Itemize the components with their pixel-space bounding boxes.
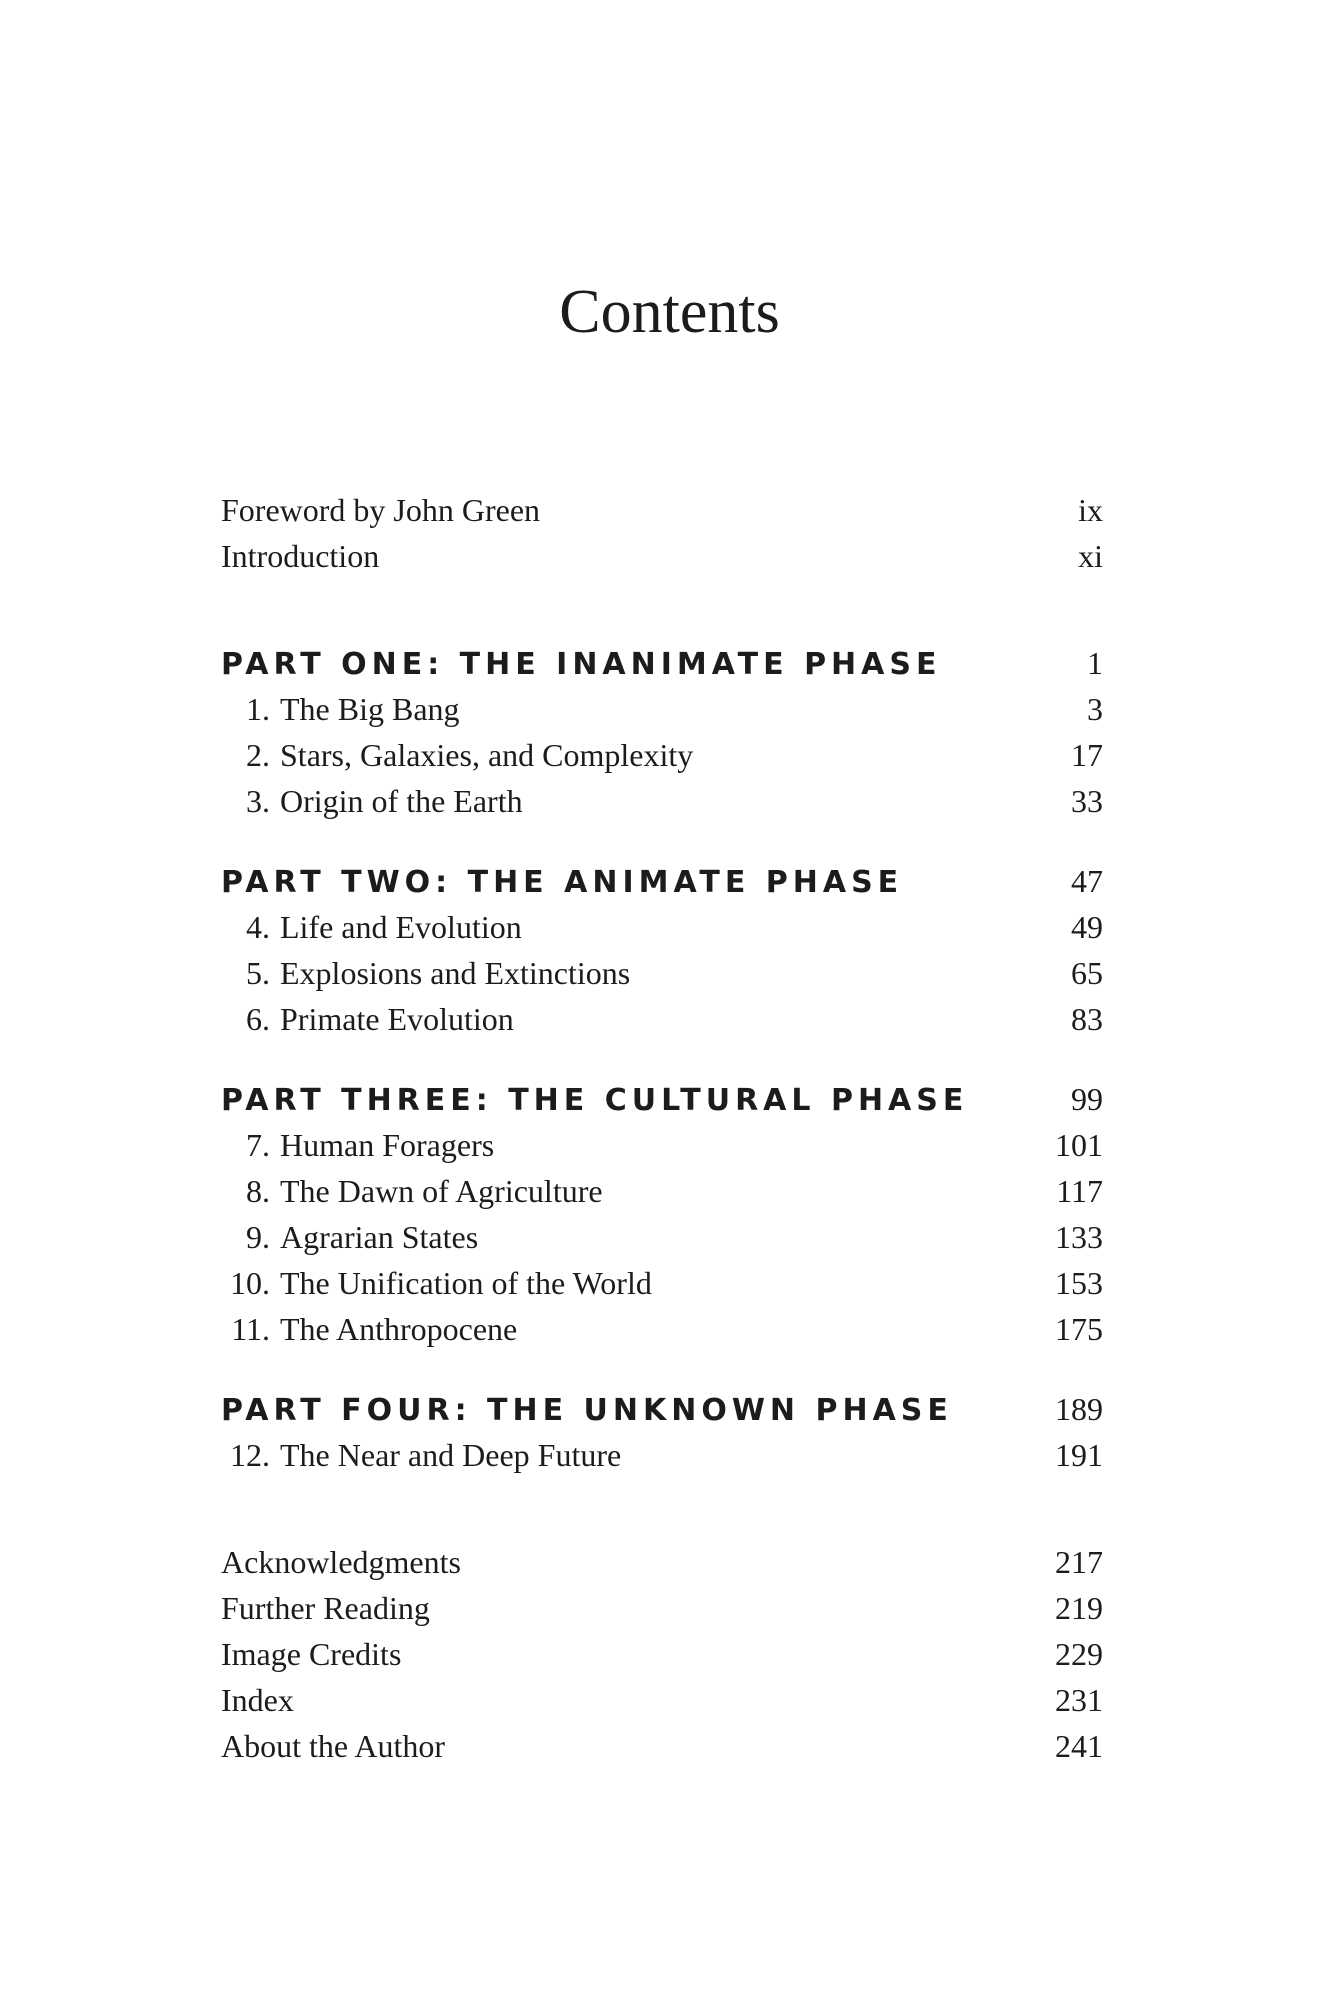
part-heading-label: PART ONE: THE INANIMATE PHASE <box>221 647 942 682</box>
toc-entry-page: xi <box>1078 538 1103 574</box>
toc-entry-introduction[interactable] <box>221 533 1103 579</box>
toc-entry-foreword[interactable] <box>221 487 1103 533</box>
chapter-number: 3. <box>246 783 270 819</box>
part-heading-page: 189 <box>1055 1391 1103 1427</box>
toc-chapter-1[interactable] <box>221 686 1103 732</box>
toc-entry-page: 217 <box>1055 1544 1103 1580</box>
chapter-page: 83 <box>1071 1001 1103 1037</box>
toc-entry-label: Introduction <box>221 538 380 574</box>
chapter-label: The Near and Deep Future <box>280 1437 622 1473</box>
chapter-page: 33 <box>1071 783 1103 819</box>
chapter-label: Origin of the Earth <box>280 783 523 819</box>
chapter-label: Primate Evolution <box>280 1001 514 1037</box>
chapter-label: The Dawn of Agriculture <box>280 1173 603 1209</box>
toc-part-four-heading[interactable] <box>221 1386 1103 1432</box>
chapter-label: Stars, Galaxies, and Complexity <box>280 737 694 773</box>
toc-entry-label: Foreword by John Green <box>221 492 541 528</box>
chapter-number: 1. <box>246 691 270 727</box>
toc-chapter-7[interactable] <box>221 1122 1103 1168</box>
toc-entry-page: 219 <box>1055 1590 1103 1626</box>
chapter-number: 11. <box>231 1311 270 1347</box>
toc-chapter-11[interactable] <box>221 1306 1103 1352</box>
chapter-page: 101 <box>1055 1127 1103 1163</box>
toc-chapter-4[interactable] <box>221 904 1103 950</box>
page-title: Contents <box>559 278 780 346</box>
chapter-page: 175 <box>1055 1311 1103 1347</box>
toc-entry-label: Image Credits <box>221 1636 402 1672</box>
part-heading-label: PART THREE: THE CULTURAL PHASE <box>221 1083 969 1118</box>
chapter-label: Life and Evolution <box>280 909 522 945</box>
toc-entry-label: Further Reading <box>221 1590 430 1626</box>
toc-entry-label: About the Author <box>221 1728 445 1764</box>
toc-entry-acknowledgments[interactable] <box>221 1539 1103 1585</box>
part-heading-label: PART TWO: THE ANIMATE PHASE <box>221 865 904 900</box>
toc-entry-label: Index <box>221 1682 294 1718</box>
chapter-number: 2. <box>246 737 270 773</box>
toc-entry-page: 229 <box>1055 1636 1103 1672</box>
chapter-label: The Unification of the World <box>280 1265 652 1301</box>
toc-chapter-2[interactable] <box>221 732 1103 778</box>
chapter-number: 12. <box>230 1437 270 1473</box>
chapter-label: The Anthropocene <box>280 1311 518 1347</box>
chapter-number: 5. <box>246 955 270 991</box>
toc-chapter-6[interactable] <box>221 996 1103 1042</box>
chapter-label: Human Foragers <box>280 1127 495 1163</box>
toc-entry-further-reading[interactable] <box>221 1585 1103 1631</box>
toc-part-two-heading[interactable] <box>221 858 1103 904</box>
part-heading-label: PART FOUR: THE UNKNOWN PHASE <box>221 1393 953 1428</box>
part-heading-page: 99 <box>1071 1081 1103 1117</box>
part-heading-page: 1 <box>1087 645 1103 681</box>
chapter-page: 49 <box>1071 909 1103 945</box>
chapter-number: 10. <box>230 1265 270 1301</box>
toc-chapter-12[interactable] <box>221 1432 1103 1478</box>
chapter-page: 117 <box>1056 1173 1103 1209</box>
toc-entry-image-credits[interactable] <box>221 1631 1103 1677</box>
toc-chapter-9[interactable] <box>221 1214 1103 1260</box>
toc-part-three-heading[interactable] <box>221 1076 1103 1122</box>
chapter-number: 9. <box>246 1219 270 1255</box>
toc-part-one-heading[interactable] <box>221 640 1103 686</box>
chapter-page: 133 <box>1055 1219 1103 1255</box>
chapter-label: Explosions and Extinctions <box>280 955 631 991</box>
chapter-number: 7. <box>246 1127 270 1163</box>
toc-chapter-8[interactable] <box>221 1168 1103 1214</box>
toc-entry-page: 231 <box>1055 1682 1103 1718</box>
part-heading-page: 47 <box>1071 863 1103 899</box>
chapter-label: The Big Bang <box>280 691 460 727</box>
chapter-number: 8. <box>246 1173 270 1209</box>
chapter-page: 17 <box>1071 737 1103 773</box>
toc-entry-page: ix <box>1078 492 1103 528</box>
chapter-label: Agrarian States <box>280 1219 479 1255</box>
toc-entry-index[interactable] <box>221 1677 1103 1723</box>
chapter-page: 191 <box>1055 1437 1103 1473</box>
toc-entry-label: Acknowledgments <box>221 1544 461 1580</box>
toc-chapter-3[interactable] <box>221 778 1103 824</box>
chapter-page: 65 <box>1071 955 1103 991</box>
toc-entry-about-the-author[interactable] <box>221 1723 1103 1769</box>
chapter-number: 6. <box>246 1001 270 1037</box>
chapter-page: 3 <box>1087 691 1103 727</box>
toc-entry-page: 241 <box>1055 1728 1103 1764</box>
toc-chapter-10[interactable] <box>221 1260 1103 1306</box>
chapter-page: 153 <box>1055 1265 1103 1301</box>
chapter-number: 4. <box>246 909 270 945</box>
toc-chapter-5[interactable] <box>221 950 1103 996</box>
